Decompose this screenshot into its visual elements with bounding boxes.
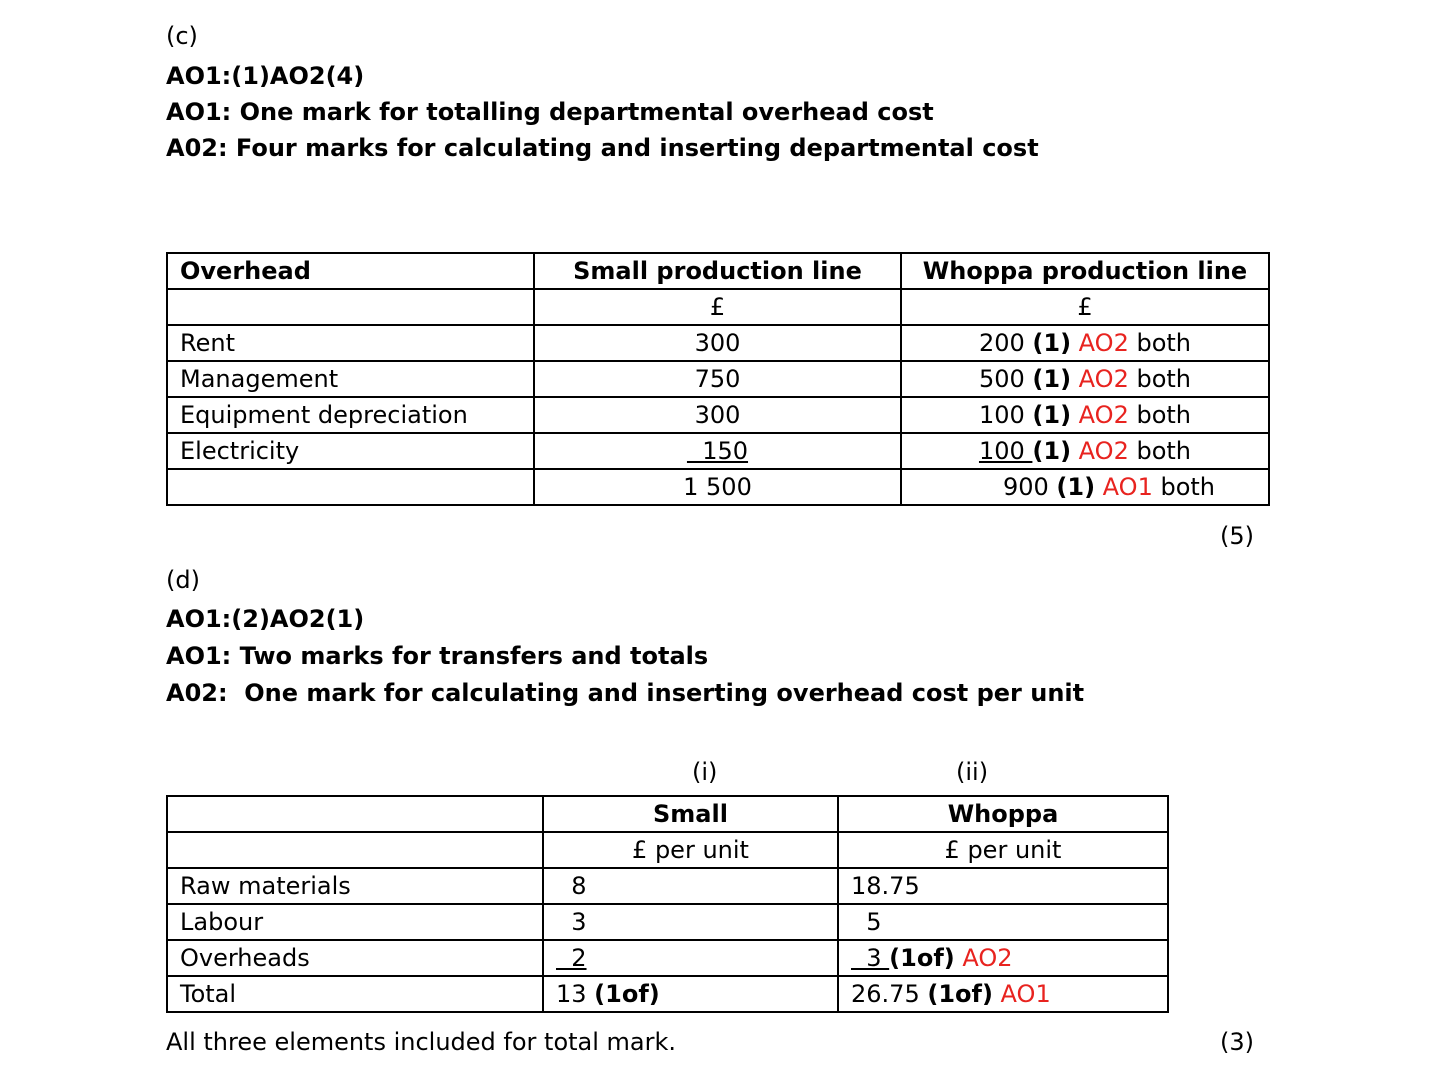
table-row xyxy=(167,940,1168,976)
whoppa-value: 18.75 xyxy=(838,868,1168,904)
currency-small: £ xyxy=(534,289,901,325)
part-d-ao1-desc: AO1: Two marks for transfers and totals xyxy=(166,642,709,670)
header-whoppa: Whoppa xyxy=(838,796,1168,832)
column-i-label: (i) xyxy=(692,758,718,786)
header-overhead: Overhead xyxy=(167,253,534,289)
table-row xyxy=(167,325,1269,361)
unit-small: £ per unit xyxy=(543,832,838,868)
part-d-marks: (3) xyxy=(1220,1028,1254,1056)
header-small: Small production line xyxy=(534,253,901,289)
part-d-ao-line: AO1:(2)AO2(1) xyxy=(166,605,365,633)
small-total: 1 500 xyxy=(534,469,901,505)
currency-whoppa: £ xyxy=(901,289,1269,325)
small-value: 300 xyxy=(534,397,901,433)
whoppa-cell: 100 (1) AO2 both xyxy=(901,397,1269,433)
overhead-name: Management xyxy=(167,361,534,397)
whoppa-cell: 200 (1) AO2 both xyxy=(901,325,1269,361)
table-row xyxy=(167,832,1168,868)
small-value: 150 xyxy=(534,433,901,469)
table-row xyxy=(167,361,1269,397)
small-total: 13 (1of) xyxy=(543,976,838,1012)
small-value: 8 xyxy=(543,868,838,904)
small-value: 3 xyxy=(543,904,838,940)
part-c-ao-line: AO1:(1)AO2(4) xyxy=(166,62,365,90)
unit-whoppa: £ per unit xyxy=(838,832,1168,868)
whoppa-cell: 500 (1) AO2 both xyxy=(901,361,1269,397)
column-ii-label: (ii) xyxy=(956,758,989,786)
part-c-marks: (5) xyxy=(1220,522,1254,550)
part-c-ao1-desc: AO1: One mark for totalling departmental overhead cost xyxy=(166,98,934,126)
part-c-label: (c) xyxy=(166,22,198,50)
cost-item: Labour xyxy=(167,904,543,940)
header-small: Small xyxy=(543,796,838,832)
whoppa-cell: 3 (1of) AO2 xyxy=(838,940,1168,976)
whoppa-cell: 100 (1) AO2 both xyxy=(901,433,1269,469)
small-value: 300 xyxy=(534,325,901,361)
table-row xyxy=(167,904,1168,940)
small-value: 750 xyxy=(534,361,901,397)
overhead-table xyxy=(166,252,1270,506)
table-row xyxy=(167,868,1168,904)
overhead-name: Equipment depreciation xyxy=(167,397,534,433)
table-header-row xyxy=(167,253,1269,289)
table-row xyxy=(167,397,1269,433)
footnote: All three elements included for total mark. xyxy=(166,1028,677,1056)
table-header-row xyxy=(167,796,1168,832)
whoppa-total: 900 (1) AO1 both xyxy=(901,469,1269,505)
whoppa-value: 5 xyxy=(838,904,1168,940)
table-row xyxy=(167,289,1269,325)
cost-item: Overheads xyxy=(167,940,543,976)
small-value: 2 xyxy=(543,940,838,976)
header-whoppa: Whoppa production line xyxy=(901,253,1269,289)
overhead-name: Electricity xyxy=(167,433,534,469)
cost-item: Total xyxy=(167,976,543,1012)
cost-per-unit-table xyxy=(166,795,1169,1013)
whoppa-total: 26.75 (1of) AO1 xyxy=(838,976,1168,1012)
cost-item: Raw materials xyxy=(167,868,543,904)
part-d-label: (d) xyxy=(166,566,200,594)
header-blank xyxy=(167,796,543,832)
part-c-ao2-desc: A02: Four marks for calculating and inserting departmental cost xyxy=(166,134,1039,162)
table-total-row xyxy=(167,469,1269,505)
overhead-name: Rent xyxy=(167,325,534,361)
table-row xyxy=(167,433,1269,469)
table-total-row xyxy=(167,976,1168,1012)
part-d-ao2-desc: A02: One mark for calculating and inserting overhead cost per unit xyxy=(166,679,1085,707)
